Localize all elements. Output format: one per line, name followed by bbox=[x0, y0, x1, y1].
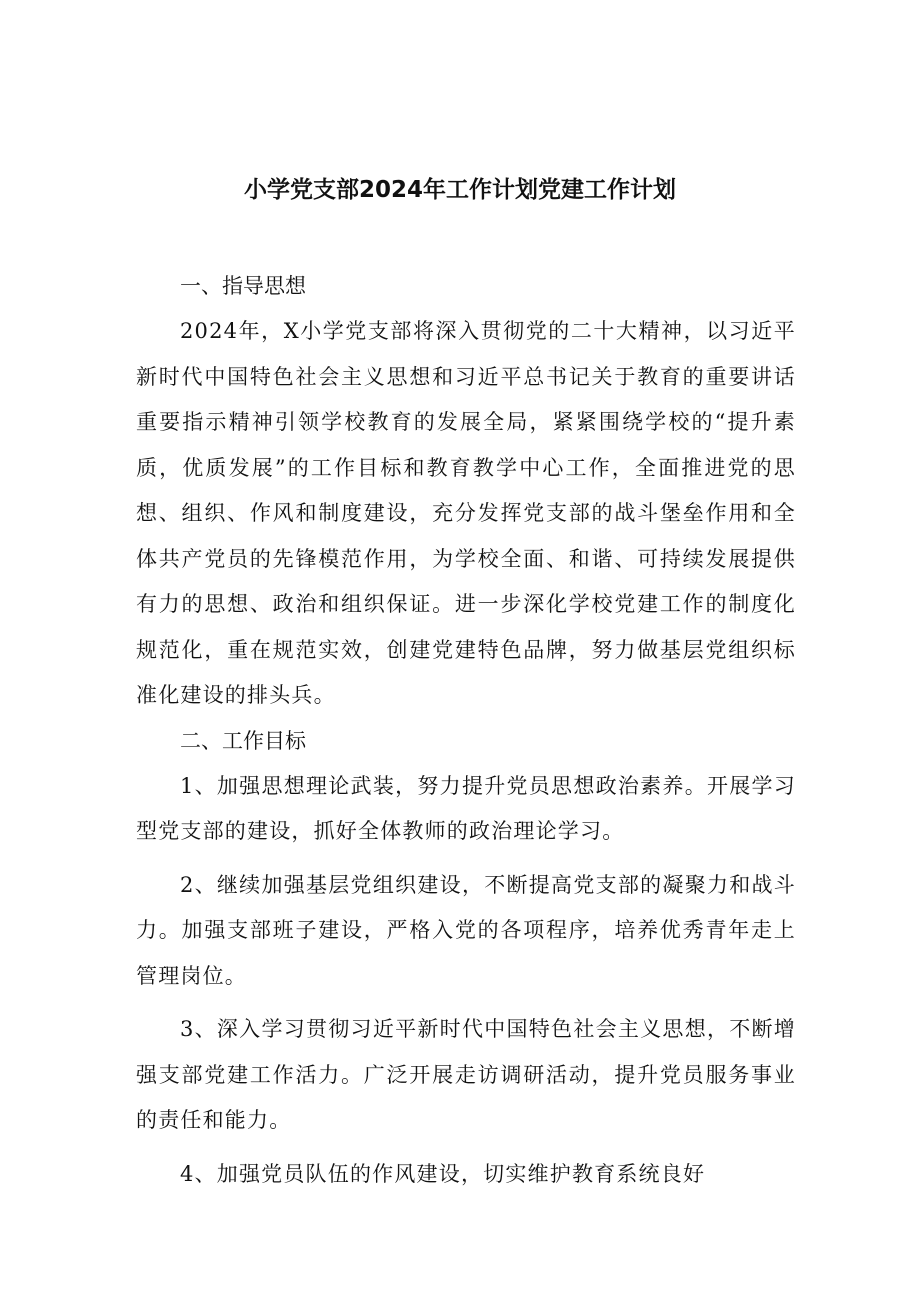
document-body bbox=[136, 264, 796, 1197]
document-title: 小学党支部2024年工作计划党建工作计划 bbox=[243, 177, 676, 203]
paragraph-goal-1: 1、加强思想理论武装，努力提升党员思想政治素养。开展学习型党支部的建设，抓好全体教师的政治理论学习。 bbox=[136, 773, 796, 843]
paragraph-goal-2: 2、继续加强基层党组织建设，不断提高党支部的凝聚力和战斗力。加强支部班子建设，严格入党的各项程序，培养优秀青年走上管理岗位。 bbox=[136, 872, 796, 988]
paragraph-guiding-ideology: 2024年，X小学党支部将深入贯彻党的二十大精神，以习近平新时代中国特色社会主义思想和习近平总书记关于教育的重要讲话重要指示精神引领学校教育的发展全局，紧紧围绕学校的“提升素质，优质发展”的工作目标和教育教学中心工作，全面推进党的思想、组织、作风和制度建设，充分发挥党支部的战斗堡垒作用和全体共产党员的先锋模范作用，为学校全面、和谐、可持续发展提供有力的思想、政治和组织保证。进一步深化学校党建工作的制度化规范化，重在规范实效，创建党建特色品牌，努力做基层党组织标准化建设的排头兵。 bbox=[136, 319, 796, 707]
paragraph-goal-4: 4、加强党员队伍的作风建设，切实维护教育系统良好 bbox=[180, 1161, 706, 1186]
section-heading-guiding-ideology: 一、指导思想 bbox=[180, 274, 306, 298]
paragraph-goal-3: 3、深入学习贯彻习近平新时代中国特色社会主义思想，不断增强支部党建工作活力。广泛开展走访调研活动，提升党员服务事业的责任和能力。 bbox=[136, 1017, 796, 1132]
section-heading-work-goals: 二、工作目标 bbox=[180, 728, 306, 753]
